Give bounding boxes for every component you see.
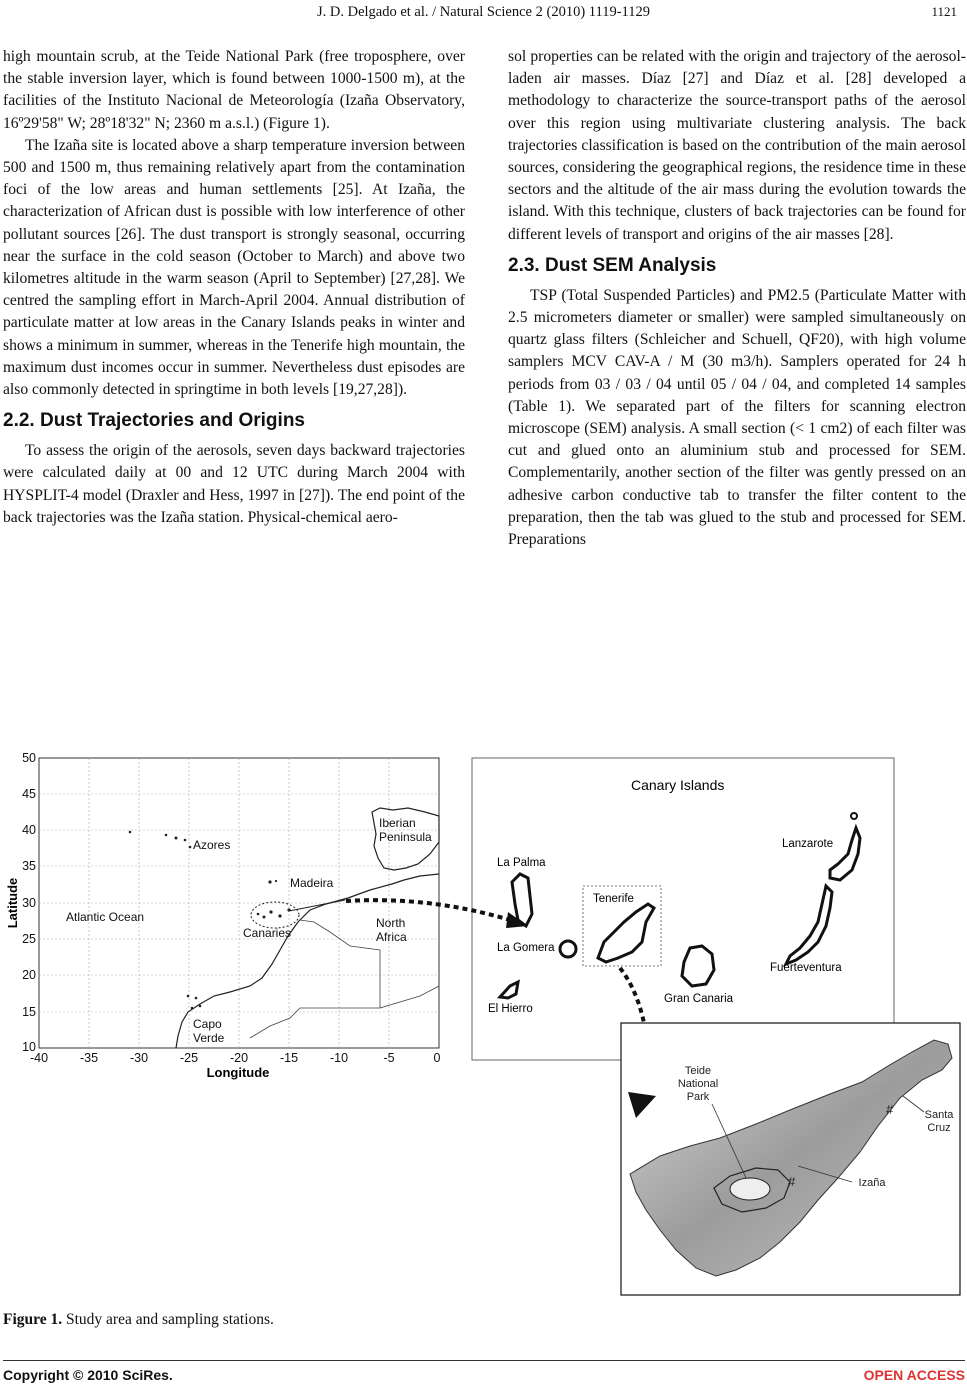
xtick-m35: -35	[79, 1051, 99, 1065]
left-paragraph-2: The Izaña site is located above a sharp temperature inversion between 500 and 1500 m, thus remaining relatively apart from the contamination foci of the low areas and human settlements [25]. At Izaña, the characterization of African dust is possible with low interference of other pollutant sources [26]. The dust transport is strongly seasonal, occurring near the surface in the cold season (October to March) and above two kilometres altitude in the warm season (April to September) [27,28]. We centred the sampling effort in March-April 2004. Annual distribution of particulate matter at low areas in the Canary Islands peaks in winter and shows a minimum in summer, whereas in the Tenerife high mountain, the maximum dust incomes occur in summer. Nevertheless dust episodes are also commonly detected in springtime in both levels [19,27,28]).	[3, 136, 465, 399]
islands-title: Canary Islands	[631, 777, 725, 793]
label-iberian-1: Iberian	[379, 816, 416, 830]
footer	[3, 1367, 965, 1383]
xtick-m20: -20	[229, 1051, 249, 1065]
section-heading-sem: 2.3. Dust SEM Analysis	[508, 254, 717, 276]
left-paragraph-1: high mountain scrub, at the Teide National Park (free troposphere, over the stable inversion layer, which is found between 1000-1500 m), at the facilities of the Instituto Nacional de Meteorología (Izaña Observatory, 16º29'58" W; 28º18'32" N; 2360 m a.s.l.) (Figure 1).	[3, 48, 465, 132]
ytick-50: 50	[22, 751, 36, 765]
tenerife-relief-panel	[621, 1023, 960, 1295]
label-tenerife: Tenerife	[593, 893, 634, 905]
xtick-m10: -10	[329, 1051, 349, 1065]
label-canaries: Canaries	[243, 926, 292, 940]
footer-open-access: OPEN ACCESS	[863, 1367, 965, 1383]
label-la-gomera: La Gomera	[497, 942, 555, 954]
ytick-30: 30	[22, 896, 36, 910]
label-izana: Izaña	[858, 1177, 886, 1189]
section-heading-trajectories: 2.2. Dust Trajectories and Origins	[3, 410, 305, 432]
label-fuerteventura: Fuerteventura	[770, 962, 842, 974]
label-africa: Africa	[376, 930, 407, 944]
label-atlantic: Atlantic Ocean	[66, 910, 145, 924]
ytick-40: 40	[22, 823, 36, 837]
xtick-m15: -15	[279, 1051, 299, 1065]
map-xlabel: Longitude	[206, 1065, 270, 1080]
xtick-0: 0	[433, 1051, 441, 1065]
right-paragraph-1: sol properties can be related with the origin and trajectory of the aerosol-laden air masses. Díaz [27] and Díaz et al. [28] developed a methodology to characterize the source-transport paths of the aerosol over this region using multivariate clustering analysis. The back trajectories classification is based on the contribution of the main aerosol sources, considering the geographical regions, the residence time in these sectors and the altitude of the air mass during the evolution towards the island. With this technique, clusters of back trajectories can be found for different levels of transport and origins of the air masses [28].	[508, 48, 966, 243]
running-head-text: J. D. Delgado et al. / Natural Science 2 (2010) 1119-1129	[316, 4, 650, 20]
label-gran-canaria: Gran Canaria	[664, 993, 734, 1005]
label-madeira: Madeira	[290, 876, 334, 890]
xtick-m30: -30	[129, 1051, 149, 1065]
izana-marker: #	[788, 1174, 796, 1189]
region-map	[5, 751, 441, 1080]
figure-caption-label: Figure 1.	[3, 1311, 63, 1328]
right-column	[508, 46, 966, 551]
right-paragraph-2: TSP (Total Suspended Particles) and PM2.5 (Particulate Matter with 2.5 micrometers diameter or smaller) were sampled simultaneously on quartz glass filters (Schleicher and Schuell, QF20), with high volume samplers MCV CAV-A / M (30 m3/h). Samplers operated for 24 h periods from 03 / 03 / 04 until 05 / 04 / 04, and completed 14 samples (Table 1). We separated part of the filters for scanning electron microscope (SEM) analysis. A small section (< 1 cm2) of each filter was cut and glued onto an aluminium stub and processed for SEM. Complementarily, another section of the filter was gently pressed on an adhesive carbon conductive tab to transfer the filter content to the preparation, then the tab was glued to the stub and processed for SEM. Preparations	[508, 286, 966, 549]
label-iberian-2: Peninsula	[379, 830, 432, 844]
running-head	[0, 4, 967, 24]
footer-copyright: Copyright © 2010 SciRes.	[3, 1367, 173, 1383]
ytick-20: 20	[22, 968, 36, 982]
map-ylabel: Latitude	[5, 877, 20, 929]
label-teide-3: Park	[686, 1091, 710, 1103]
ytick-15: 15	[22, 1005, 36, 1019]
footer-rule	[3, 1360, 965, 1361]
left-column	[3, 46, 465, 529]
label-azores: Azores	[193, 838, 231, 852]
ytick-45: 45	[22, 787, 36, 801]
label-capo: Capo	[193, 1017, 222, 1031]
label-la-palma: La Palma	[497, 857, 546, 869]
figure-caption-text: Study area and sampling stations.	[62, 1311, 274, 1328]
label-teide-1: Teide	[684, 1065, 712, 1077]
label-teide-2: National	[677, 1078, 719, 1090]
santa-cruz-marker: #	[886, 1102, 894, 1117]
xtick-m40: -40	[29, 1051, 49, 1065]
ytick-25: 25	[22, 932, 36, 946]
figure-caption	[3, 1311, 274, 1329]
ytick-35: 35	[22, 859, 36, 873]
canary-islands-panel	[472, 758, 894, 1060]
label-el-hierro: El Hierro	[488, 1003, 533, 1015]
label-verde: Verde	[193, 1031, 225, 1045]
figure-1	[0, 746, 967, 1306]
label-north: North	[376, 916, 406, 930]
teide-caldera	[730, 1178, 770, 1200]
page-number: 1121	[931, 4, 957, 19]
label-lanzarote: Lanzarote	[782, 838, 834, 850]
left-paragraph-3: To assess the origin of the aerosols, seven days backward trajectories were calculated daily at 00 and 12 UTC during March 2004 with HYSPLIT-4 model (Draxler and Hess, 1997 in [27]). The end point of the back trajectories was the Izaña station. Physical-chemical aero-	[3, 442, 465, 526]
label-santa-1: Santa	[924, 1109, 954, 1121]
xtick-m5: -5	[383, 1051, 395, 1065]
xtick-m25: -25	[179, 1051, 199, 1065]
ytick-10: 10	[22, 1040, 36, 1054]
label-santa-2: Cruz	[927, 1122, 951, 1134]
